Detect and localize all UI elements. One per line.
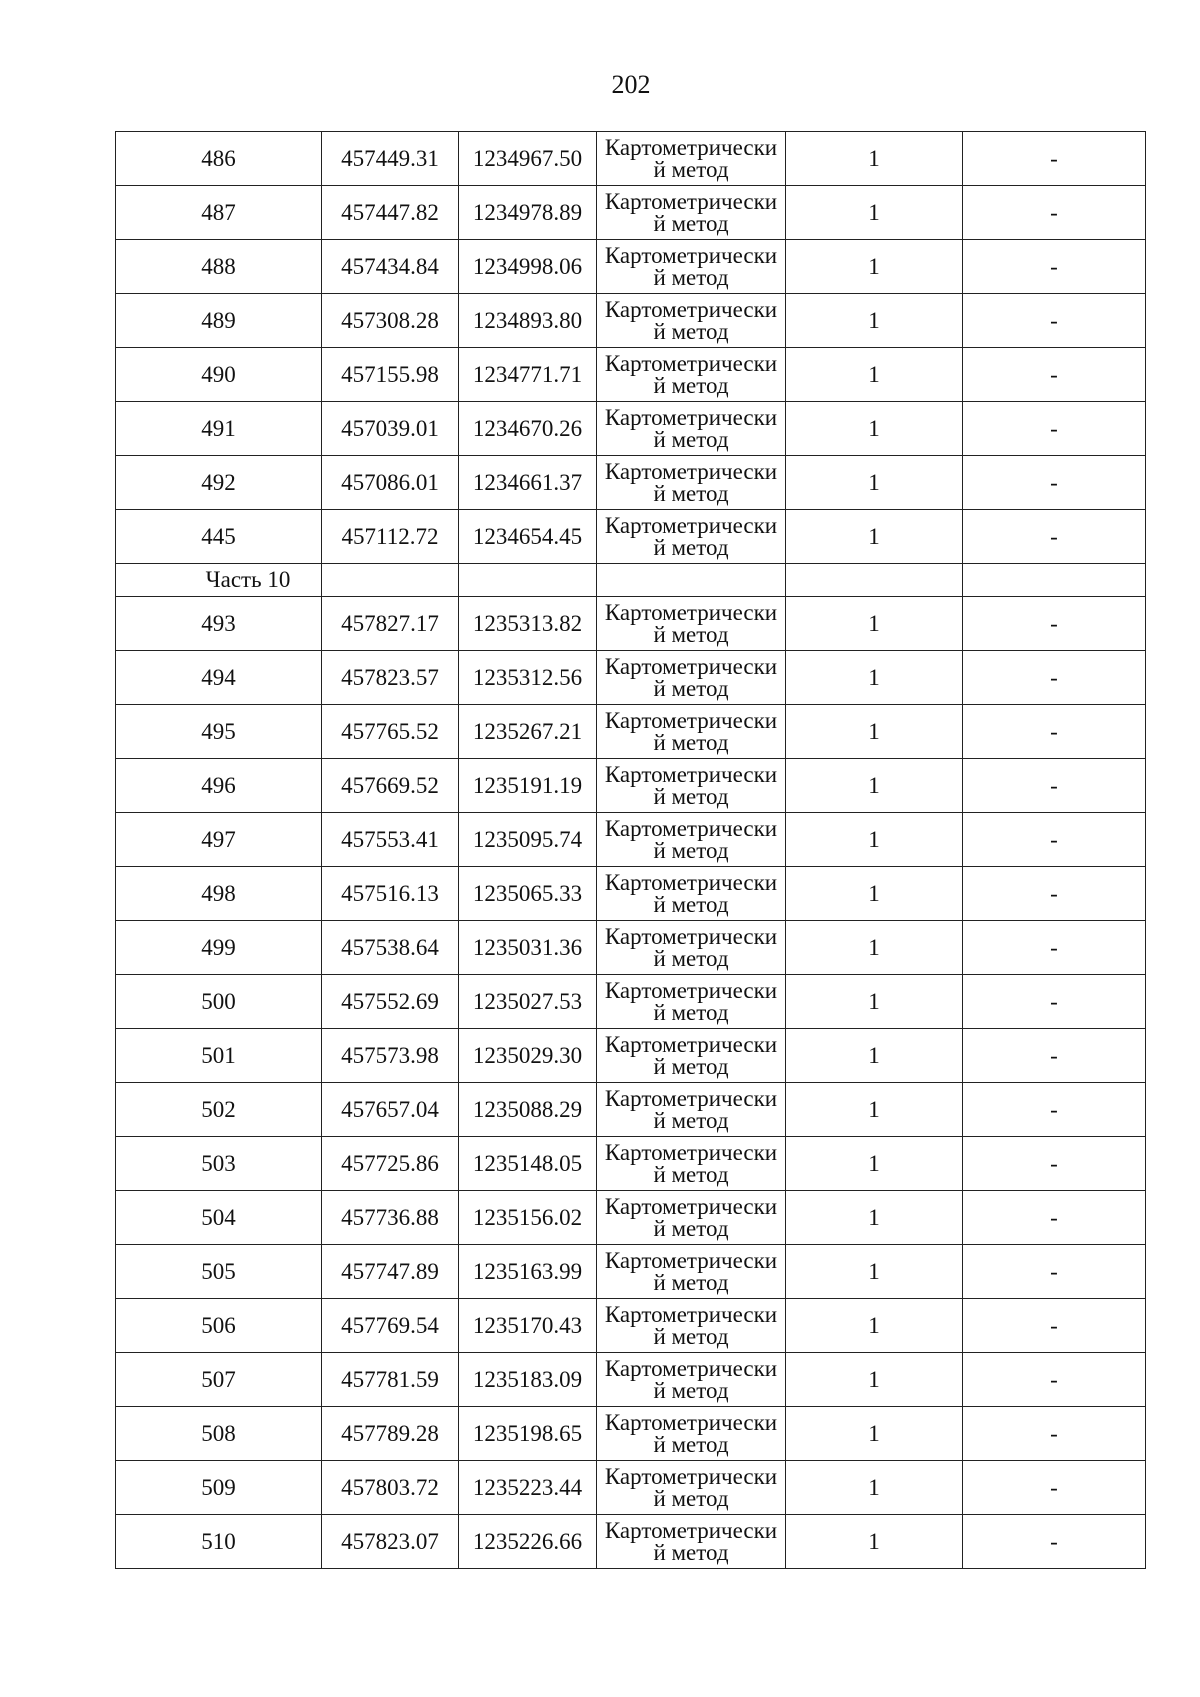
note-cell: -	[963, 867, 1146, 921]
point-number-cell: 494	[116, 651, 322, 705]
y-coordinate-cell: 1235148.05	[459, 1137, 597, 1191]
method-cell: Картометрически й метод	[597, 1515, 786, 1569]
precision-cell: 1	[786, 921, 963, 975]
note-cell: -	[963, 1083, 1146, 1137]
table-row	[116, 1029, 1146, 1083]
y-coordinate-cell: 1234998.06	[459, 240, 597, 294]
table-row	[116, 348, 1146, 402]
note-cell: -	[963, 975, 1146, 1029]
method-cell: Картометрически й метод	[597, 186, 786, 240]
method-cell: Картометрически й метод	[597, 867, 786, 921]
table-row	[116, 1137, 1146, 1191]
table-row	[116, 813, 1146, 867]
y-coordinate-cell: 1235088.29	[459, 1083, 597, 1137]
table-row	[116, 651, 1146, 705]
x-coordinate-cell: 457765.52	[322, 705, 459, 759]
table-row	[116, 1353, 1146, 1407]
table-body	[116, 132, 1146, 1569]
table-row	[116, 1299, 1146, 1353]
table-row	[116, 1407, 1146, 1461]
point-number-cell: 497	[116, 813, 322, 867]
section-header-row	[116, 564, 1146, 597]
method-cell: Картометрически й метод	[597, 402, 786, 456]
note-cell: -	[963, 1353, 1146, 1407]
note-cell: -	[963, 240, 1146, 294]
table-row	[116, 705, 1146, 759]
section-label: Часть 10	[116, 564, 322, 597]
method-cell: Картометрически й метод	[597, 348, 786, 402]
point-number-cell: 495	[116, 705, 322, 759]
note-cell: -	[963, 1299, 1146, 1353]
point-number-cell: 487	[116, 186, 322, 240]
table-row	[116, 1191, 1146, 1245]
y-coordinate-cell: 1235170.43	[459, 1299, 597, 1353]
note-cell: -	[963, 402, 1146, 456]
x-coordinate-cell: 457657.04	[322, 1083, 459, 1137]
method-cell: Картометрически й метод	[597, 456, 786, 510]
precision-cell: 1	[786, 813, 963, 867]
point-number-cell: 492	[116, 456, 322, 510]
point-number-cell: 508	[116, 1407, 322, 1461]
method-cell: Картометрически й метод	[597, 705, 786, 759]
method-cell: Картометрически й метод	[597, 132, 786, 186]
precision-cell: 1	[786, 1353, 963, 1407]
y-coordinate-cell: 1234893.80	[459, 294, 597, 348]
point-number-cell: 496	[116, 759, 322, 813]
precision-cell: 1	[786, 294, 963, 348]
precision-cell: 1	[786, 1137, 963, 1191]
note-cell: -	[963, 651, 1146, 705]
method-cell: Картометрически й метод	[597, 921, 786, 975]
precision-cell: 1	[786, 240, 963, 294]
note-cell: -	[963, 813, 1146, 867]
method-cell: Картометрически й метод	[597, 759, 786, 813]
method-cell: Картометрически й метод	[597, 1461, 786, 1515]
note-cell: -	[963, 705, 1146, 759]
precision-cell: 1	[786, 597, 963, 651]
method-cell: Картометрически й метод	[597, 813, 786, 867]
note-cell: -	[963, 294, 1146, 348]
y-coordinate-cell: 1235029.30	[459, 1029, 597, 1083]
point-number-cell: 504	[116, 1191, 322, 1245]
method-cell: Картометрически й метод	[597, 1083, 786, 1137]
precision-cell: 1	[786, 867, 963, 921]
precision-cell: 1	[786, 1299, 963, 1353]
point-number-cell: 507	[116, 1353, 322, 1407]
point-number-cell: 488	[116, 240, 322, 294]
page-number: 202	[611, 70, 651, 99]
x-coordinate-cell: 457112.72	[322, 510, 459, 564]
precision-cell: 1	[786, 132, 963, 186]
x-coordinate-cell: 457769.54	[322, 1299, 459, 1353]
method-cell: Картометрически й метод	[597, 1407, 786, 1461]
table-row	[116, 1083, 1146, 1137]
x-coordinate-cell: 457823.57	[322, 651, 459, 705]
precision-cell: 1	[786, 975, 963, 1029]
x-coordinate-cell: 457725.86	[322, 1137, 459, 1191]
table-row	[116, 597, 1146, 651]
y-coordinate-cell: 1234967.50	[459, 132, 597, 186]
coordinates-table	[115, 131, 1146, 1569]
point-number-cell: 491	[116, 402, 322, 456]
precision-cell: 1	[786, 510, 963, 564]
point-number-cell: 510	[116, 1515, 322, 1569]
y-coordinate-cell: 1235183.09	[459, 1353, 597, 1407]
precision-cell: 1	[786, 1029, 963, 1083]
precision-cell: 1	[786, 1515, 963, 1569]
table-row	[116, 186, 1146, 240]
table-row	[116, 510, 1146, 564]
note-cell: -	[963, 759, 1146, 813]
y-coordinate-cell: 1234978.89	[459, 186, 597, 240]
y-coordinate-cell: 1234771.71	[459, 348, 597, 402]
empty-cell	[459, 564, 597, 597]
x-coordinate-cell: 457449.31	[322, 132, 459, 186]
x-coordinate-cell: 457086.01	[322, 456, 459, 510]
method-cell: Картометрически й метод	[597, 1245, 786, 1299]
method-cell: Картометрически й метод	[597, 1191, 786, 1245]
note-cell: -	[963, 1407, 1146, 1461]
method-cell: Картометрически й метод	[597, 1299, 786, 1353]
point-number-cell: 490	[116, 348, 322, 402]
table-row	[116, 1515, 1146, 1569]
method-cell: Картометрически й метод	[597, 651, 786, 705]
point-number-cell: 505	[116, 1245, 322, 1299]
x-coordinate-cell: 457516.13	[322, 867, 459, 921]
point-number-cell: 493	[116, 597, 322, 651]
y-coordinate-cell: 1235313.82	[459, 597, 597, 651]
x-coordinate-cell: 457308.28	[322, 294, 459, 348]
point-number-cell: 502	[116, 1083, 322, 1137]
y-coordinate-cell: 1234654.45	[459, 510, 597, 564]
point-number-cell: 498	[116, 867, 322, 921]
y-coordinate-cell: 1234661.37	[459, 456, 597, 510]
y-coordinate-cell: 1235095.74	[459, 813, 597, 867]
empty-cell	[963, 564, 1146, 597]
y-coordinate-cell: 1235312.56	[459, 651, 597, 705]
point-number-cell: 501	[116, 1029, 322, 1083]
precision-cell: 1	[786, 1191, 963, 1245]
x-coordinate-cell: 457827.17	[322, 597, 459, 651]
method-cell: Картометрически й метод	[597, 597, 786, 651]
note-cell: -	[963, 1461, 1146, 1515]
x-coordinate-cell: 457155.98	[322, 348, 459, 402]
y-coordinate-cell: 1235031.36	[459, 921, 597, 975]
method-cell: Картометрически й метод	[597, 240, 786, 294]
x-coordinate-cell: 457781.59	[322, 1353, 459, 1407]
precision-cell: 1	[786, 402, 963, 456]
precision-cell: 1	[786, 1407, 963, 1461]
point-number-cell: 486	[116, 132, 322, 186]
method-cell: Картометрически й метод	[597, 294, 786, 348]
note-cell: -	[963, 456, 1146, 510]
x-coordinate-cell: 457573.98	[322, 1029, 459, 1083]
x-coordinate-cell: 457434.84	[322, 240, 459, 294]
precision-cell: 1	[786, 456, 963, 510]
point-number-cell: 445	[116, 510, 322, 564]
point-number-cell: 489	[116, 294, 322, 348]
table-row	[116, 132, 1146, 186]
note-cell: -	[963, 1191, 1146, 1245]
precision-cell: 1	[786, 348, 963, 402]
point-number-cell: 499	[116, 921, 322, 975]
y-coordinate-cell: 1235027.53	[459, 975, 597, 1029]
note-cell: -	[963, 1515, 1146, 1569]
table-row	[116, 402, 1146, 456]
x-coordinate-cell: 457669.52	[322, 759, 459, 813]
y-coordinate-cell: 1235156.02	[459, 1191, 597, 1245]
point-number-cell: 503	[116, 1137, 322, 1191]
table-row	[116, 867, 1146, 921]
method-cell: Картометрически й метод	[597, 1137, 786, 1191]
x-coordinate-cell: 457803.72	[322, 1461, 459, 1515]
x-coordinate-cell: 457538.64	[322, 921, 459, 975]
empty-cell	[322, 564, 459, 597]
point-number-cell: 506	[116, 1299, 322, 1353]
method-cell: Картометрически й метод	[597, 975, 786, 1029]
precision-cell: 1	[786, 1461, 963, 1515]
table-row	[116, 921, 1146, 975]
precision-cell: 1	[786, 705, 963, 759]
table-row	[116, 975, 1146, 1029]
table-row	[116, 294, 1146, 348]
y-coordinate-cell: 1235191.19	[459, 759, 597, 813]
table-row	[116, 456, 1146, 510]
note-cell: -	[963, 132, 1146, 186]
x-coordinate-cell: 457823.07	[322, 1515, 459, 1569]
x-coordinate-cell: 457789.28	[322, 1407, 459, 1461]
y-coordinate-cell: 1235267.21	[459, 705, 597, 759]
x-coordinate-cell: 457552.69	[322, 975, 459, 1029]
y-coordinate-cell: 1235163.99	[459, 1245, 597, 1299]
y-coordinate-cell: 1235198.65	[459, 1407, 597, 1461]
table-row	[116, 759, 1146, 813]
table-row	[116, 1245, 1146, 1299]
note-cell: -	[963, 1137, 1146, 1191]
precision-cell: 1	[786, 759, 963, 813]
y-coordinate-cell: 1235223.44	[459, 1461, 597, 1515]
note-cell: -	[963, 597, 1146, 651]
precision-cell: 1	[786, 1083, 963, 1137]
note-cell: -	[963, 186, 1146, 240]
x-coordinate-cell: 457447.82	[322, 186, 459, 240]
empty-cell	[597, 564, 786, 597]
x-coordinate-cell: 457747.89	[322, 1245, 459, 1299]
y-coordinate-cell: 1234670.26	[459, 402, 597, 456]
precision-cell: 1	[786, 186, 963, 240]
note-cell: -	[963, 921, 1146, 975]
method-cell: Картометрически й метод	[597, 510, 786, 564]
method-cell: Картометрически й метод	[597, 1029, 786, 1083]
empty-cell	[786, 564, 963, 597]
y-coordinate-cell: 1235065.33	[459, 867, 597, 921]
point-number-cell: 500	[116, 975, 322, 1029]
note-cell: -	[963, 510, 1146, 564]
x-coordinate-cell: 457736.88	[322, 1191, 459, 1245]
point-number-cell: 509	[116, 1461, 322, 1515]
method-cell: Картометрически й метод	[597, 1353, 786, 1407]
x-coordinate-cell: 457553.41	[322, 813, 459, 867]
y-coordinate-cell: 1235226.66	[459, 1515, 597, 1569]
note-cell: -	[963, 1245, 1146, 1299]
note-cell: -	[963, 348, 1146, 402]
x-coordinate-cell: 457039.01	[322, 402, 459, 456]
precision-cell: 1	[786, 651, 963, 705]
table-row	[116, 1461, 1146, 1515]
table-row	[116, 240, 1146, 294]
precision-cell: 1	[786, 1245, 963, 1299]
note-cell: -	[963, 1029, 1146, 1083]
